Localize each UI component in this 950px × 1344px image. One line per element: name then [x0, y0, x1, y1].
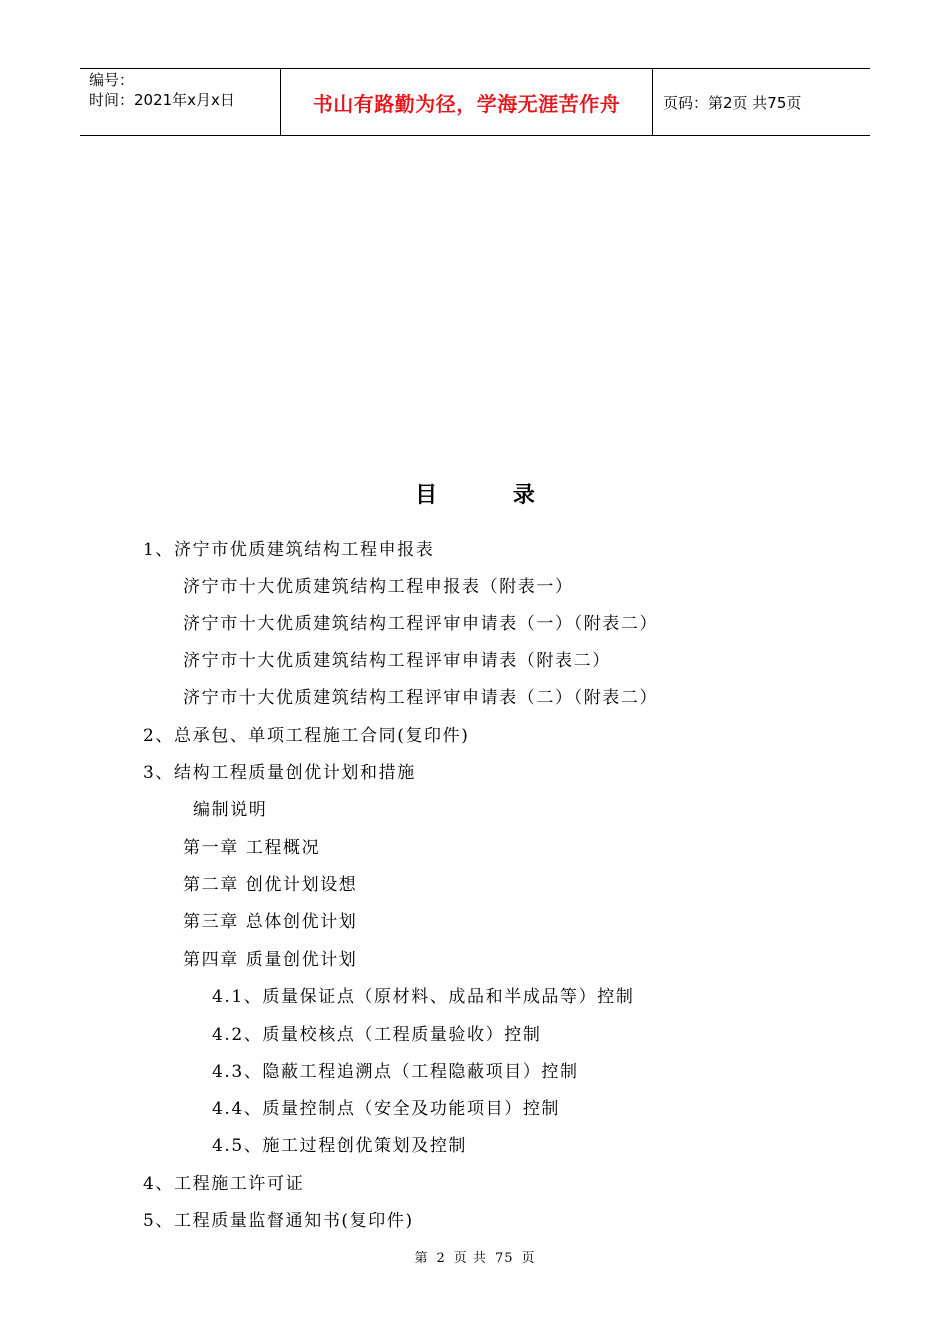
- header-right-cell: [653, 69, 870, 135]
- toc-item: 济宁市十大优质建筑结构工程评审申请表（一）（附表二）: [183, 614, 659, 634]
- toc-item: 第一章 工程概况: [183, 838, 321, 858]
- footer-page-number: 2: [436, 1251, 446, 1266]
- toc-item: 4.1、质量保证点（原材料、成品和半成品等）控制: [212, 987, 635, 1007]
- footer-mid: 页 共: [453, 1251, 487, 1266]
- header-left-cell: [80, 69, 281, 135]
- toc-item: 4.3、隐蔽工程追溯点（工程隐蔽项目）控制: [212, 1062, 579, 1082]
- toc-item: 1、济宁市优质建筑结构工程申报表: [143, 540, 435, 560]
- toc-item: 第三章 总体创优计划: [183, 912, 358, 932]
- footer-total-pages: 75: [494, 1251, 514, 1266]
- toc-item: 第二章 创优计划设想: [183, 875, 358, 895]
- toc-item: 2、总承包、单项工程施工合同(复印件): [143, 726, 470, 746]
- toc-item: 济宁市十大优质建筑结构工程评审申请表（二）（附表二）: [183, 688, 659, 708]
- footer-suffix: 页: [521, 1251, 536, 1266]
- page-title: 目 录: [415, 482, 569, 508]
- toc-item: 编制说明: [193, 800, 268, 820]
- toc-item: 4.5、施工过程创优策划及控制: [212, 1136, 468, 1156]
- number-label: 编号：: [89, 71, 135, 89]
- motto: 书山有路勤为径，学海无涯苦作舟: [312, 91, 621, 116]
- page-code: 页码：第2页 共75页: [663, 93, 802, 112]
- page-footer: [0, 1247, 950, 1266]
- toc-item: 4、工程施工许可证: [143, 1174, 305, 1194]
- time-label: 时间：2021年x月x日: [89, 91, 235, 109]
- footer-prefix: 第: [414, 1251, 429, 1266]
- toc-item: 4.4、质量控制点（安全及功能项目）控制: [212, 1099, 561, 1119]
- toc-item: 第四章 质量创优计划: [183, 950, 358, 970]
- toc-item: 5、工程质量监督通知书(复印件): [143, 1211, 414, 1231]
- toc-item: 济宁市十大优质建筑结构工程申报表（附表一）: [183, 577, 574, 597]
- toc-item: 济宁市十大优质建筑结构工程评审申请表（附表二）: [183, 651, 611, 671]
- toc-item: 4.2、质量校核点（工程质量验收）控制: [212, 1025, 542, 1045]
- toc-item: 3、结构工程质量创优计划和措施: [143, 763, 416, 783]
- header-table: [80, 68, 870, 136]
- header-middle-cell: [281, 69, 653, 135]
